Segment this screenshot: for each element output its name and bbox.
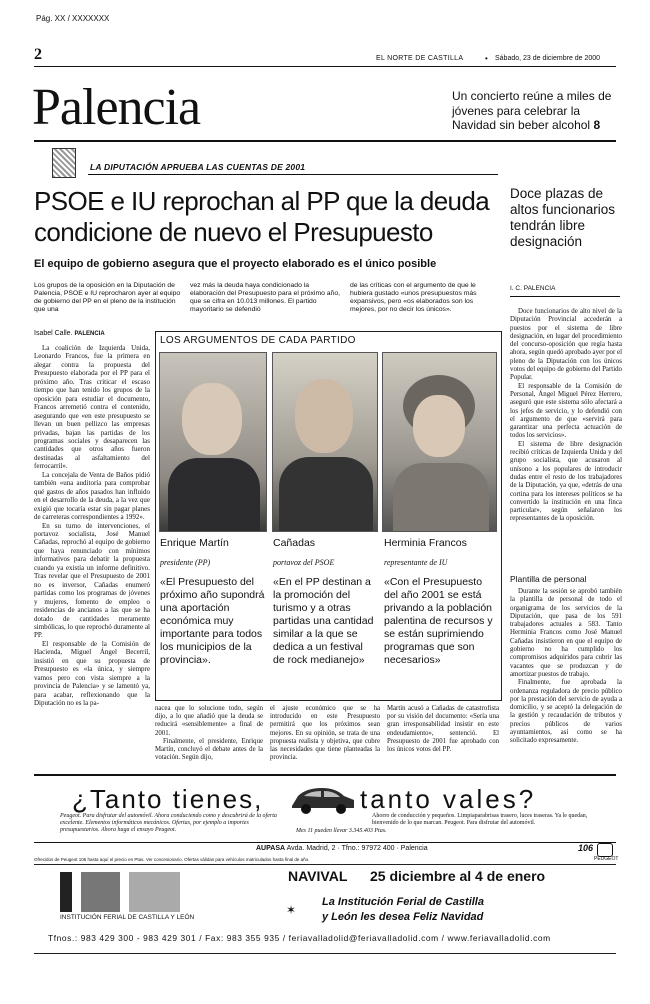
body-paragraph: Martín acusó a Cañadas de catastrofista por su visión del documento: «Sería una gran irresponsabilidad insistir en este endeudamiento», sentenció. El Presupuesto de 2001 fue aprobado con los únicos votos del PP.	[387, 705, 499, 754]
person-name-3: Herminia Francos	[384, 537, 467, 549]
person-role-1: presidente (PP)	[160, 558, 211, 567]
side-byline	[510, 285, 555, 292]
jacket-shape	[393, 463, 489, 532]
photo-enrique-martin	[159, 352, 267, 532]
side-paragraph: El sistema de libre designación recibió críticas de Izquierda Unida y del grupo socialista, que acusaron al unísono a los populares de introducir dudas entre el resto de los trabajadores de la Diputación, ya que, «detrás de una cortina para los intereses políticos se ha convertido la institución en una finca particular», según señalaron los representantes de la oposición.	[510, 440, 622, 523]
lead-col-3: de las críticas con el argumento de que le hubiera gustado «unos presupuestos más expansivos, pero «os elaborados son los mejores, por no decir los únicos».	[350, 282, 477, 313]
ad-slogan-left: ¿Tanto tienes,	[72, 784, 264, 814]
side-paragraph: Finalmente, fue aprobada la ordenanza reguladora de precio público por la prestación del servicio de ayuda a domicilio, y se aceptó la delegación de la gestión y recaudación de tributos y precios públicos de varios ayuntamientos, así como se ha solicitado expresamente.	[510, 679, 622, 745]
feria-message-1: La Institución Ferial de Castilla	[322, 896, 484, 908]
body-paragraph: La concejala de Venta de Baños pidió también «una auditoría para comprobar qué gastos de años pasados han influido en el desarrollo de la deuda, a la vez que exigió que tocaría estar sin pagar planes de carreteras correspondientes a 1992».	[34, 470, 150, 522]
body-paragraph: En su turno de intervenciones, el portavoz socialista, José Manuel Cañadas, reprochó al equipo de gobierno que haya renunciado con mínimos informativos para debatir la propuesta cuando ya existía un informe definitivo. Tras revelar que el Presupuesto de 2001 no es inversor, Cañadas enumeró partidas como los programas de jóvenes y mujeres, fomento de empleo o residencias de ancianos a las que se ha dotado de cantidades meramente simbólicas, lo que reprochó duramente al PP.	[34, 521, 150, 640]
photo-canadas	[272, 352, 378, 532]
body-paragraph: La coalición de Izquierda Unida, Leonardo Francos, fue la primera en alegar contra la propuesta del Presupuesto elaborada por el PP para el próximo año. Tras criticar el escaso tiempo que han tenido los grupos de la oposición para estudiar el documento, Francos arremetió contra el contenido, asegurando que «en este presupuesto se llevan un buen pellizco las empresas privadas, bajan las partidas de los programas sociales y desaparecen las cantidades que otros años fueron destinadas al asfaltamiento del ferrocarril».	[34, 344, 150, 471]
person-role-2: portavoz del PSOE	[273, 558, 335, 567]
lead-col-2: vez más la deuda haya condicionado la elaboración del Presupuesto para el próximo año, que se cifra en 10.013 millones. El partido mayoritario se defendió	[190, 282, 341, 313]
ad-slogan-right: tanto vales?	[360, 784, 537, 814]
face-shape	[182, 383, 242, 455]
main-subheadline: El equipo de gobierno asegura que el proyecto elaborado es el único posible	[34, 258, 437, 270]
side-rule	[510, 296, 620, 297]
folio-bullet: •	[485, 54, 488, 63]
feria-message-2: y León les desea Feliz Navidad	[322, 911, 484, 923]
byline-author: Isabel Calle.	[34, 330, 73, 337]
person-name-2: Cañadas	[273, 537, 316, 549]
ad-right-small: Ahorro de conducción y pequeños. Limpiaparabrisas trasero, luces traseras. Ya le quedan, bienvenido de lo que marcan. Peugeot. Para disfrutar del automóvil.	[372, 813, 588, 826]
side-body-2	[510, 588, 622, 760]
teaser-text: Un concierto reúne a miles de jóvenes para celebrar la Navidad sin beber alcohol	[452, 89, 612, 132]
body-bottom-col-3	[387, 705, 499, 761]
side-subhead: Plantilla de personal	[510, 574, 587, 584]
ad-fine-print: Ofrecidos de Peugeot 106 hasta aquí el precio en Ptas. Ver concesionario. Ofertas válidas para vehículos matriculados hasta final de año.	[34, 857, 310, 862]
lead-col-1: Los grupos de la oposición en la Diputación de Palencia, PSOE e IU reprocharon ayer al equipo de gobierno del PP en el pleno de la institución que una	[34, 282, 181, 313]
byline-place: PALENCIA	[74, 331, 105, 337]
person-quote-3: «Con el Presupuesto del año 2001 se está privando a la población palentina de recursos y se están suprimiendo programas que son necesarios»	[384, 576, 493, 666]
folio-rule	[34, 66, 616, 67]
ad-dealer-address: Avda. Madrid, 2 · Tfno.: 97972 400 · Palencia	[286, 845, 428, 852]
body-left-column	[34, 344, 150, 760]
folio-paper-name: EL NORTE DE CASTILLA	[376, 55, 464, 62]
body-bottom-col-2	[270, 705, 380, 761]
side-byline-author: I. C.	[510, 285, 522, 292]
feria-building-logo	[60, 872, 210, 912]
ad-brand: PEUGEOT	[594, 856, 619, 862]
body-bottom-col-1	[155, 705, 263, 761]
section-title: Palencia	[32, 79, 201, 136]
feria-contact: Tfnos.: 983 429 300 - 983 429 301 / Fax: 983 355 935 / feriavalladolid@feriavalladolid.com / www.feriavalladolid.com	[48, 933, 551, 943]
coat-of-arms-icon	[52, 148, 76, 178]
feria-org: NAVIVAL	[288, 868, 348, 884]
car-icon	[288, 782, 358, 816]
peugeot-lion-icon	[597, 843, 613, 857]
person-quote-1: «El Presupuesto del próximo año supondrá una aportación económica muy importante para todos los municipios de la provincia».	[160, 576, 265, 666]
kicker-rule	[88, 174, 498, 175]
ad-dealer-name: AUPASA	[256, 845, 286, 852]
side-headline: Doce plazas de altos funcionarios tendrán libre designación	[510, 186, 616, 249]
main-headline: PSOE e IU reprochan al PP que la deuda condicione de nuevo el Presupuesto	[34, 186, 490, 247]
side-body	[510, 308, 622, 568]
page-number: 2	[34, 46, 42, 63]
section-rule	[34, 140, 616, 142]
body-paragraph: El responsable de la Comisión de Hacienda, Miguel Ángel Becerril, insistió en que su propuesta de Presupuesto es «la única, y siempre vamos pero con vista siempre a la provincia de Palencia» y se lamentó ya, para acabar, reflexionando que la Diputación no es la pa-	[34, 639, 150, 708]
ad-model: 106	[578, 843, 594, 853]
photo-herminia-francos	[382, 352, 497, 532]
side-paragraph: Doce funcionarios de alto nivel de la Diputación Provincial accederán a puestos por el sistema de libre designación, en lugar del procedimiento del concurso-oposición que regía hasta ahora, según quedó aprobado ayer por el pleno de la Diputación con los únicos votos del equipo de gobierno del Partido Popular.	[510, 308, 622, 382]
kicker: LA DIPUTACIÓN APRUEBA LAS CUENTAS DE 2001	[90, 162, 306, 172]
face-shape	[295, 379, 353, 453]
body-paragraph: nacea que lo solucione todo, según dijo, a lo que añadió que la deuda se reducirá «sensiblemente» a final de 2001.	[155, 705, 263, 737]
side-paragraph: Durante la sesión se aprobó también la plantilla de personal de todo el organigrama de los servicios de la Diputación, que pasa de los 591 trabajadores actuales a 583. Tanto Herminia Francos como José Manuel Cañadas insistieron en que el equipo de gobierno no ha cumplido los compromisos adquiridos para cubrir las vacantes que se produzcan y de amortizar puestos de trabajo.	[510, 588, 622, 678]
person-quote-2: «En el PP destinan a la promoción del turismo y a otras partidas una cantidad similar a la que se dedica a un festival de rock medianejo»	[273, 576, 374, 666]
ad-dealer	[256, 845, 428, 852]
ad-dealer-rule	[34, 842, 616, 843]
box-title: LOS ARGUMENTOS DE CADA PARTIDO	[160, 335, 356, 346]
suit-shape	[279, 457, 373, 532]
feria-dates: 25 diciembre al 4 de enero	[370, 868, 546, 884]
page-label: Pág. XX / XXXXXXX	[36, 14, 110, 23]
folio-date: Sábado, 23 de diciembre de 2000	[495, 55, 601, 62]
face-shape	[413, 395, 465, 457]
ad-price-note: Mes 11 pueden llevar 3.345.403 Ptas.	[296, 828, 387, 834]
teaser[interactable]	[452, 89, 620, 133]
feria-logo-text: INSTITUCIÓN FERIAL DE CASTILLA Y LEÓN	[60, 914, 195, 921]
feria-star-icon: ✶	[286, 903, 297, 917]
body-paragraph: el ajuste económico que se ha introducido en este Presupuesto permitirá que los próximos sean mejores. En su opinión, se trata de una propuesta realista y objetiva, que cubre las necesidades que tiene planteadas la provincia.	[270, 705, 380, 761]
body-paragraph: Finalmente, el presidente, Enrique Martín, concluyó el debate antes de la votación. Según dijo,	[155, 737, 263, 761]
byline	[34, 330, 105, 337]
suit-shape	[168, 458, 260, 532]
person-name-1: Enrique Martín	[160, 537, 229, 549]
side-paragraph: El responsable de la Comisión de Personal, Ángel Miguel Pérez Herrero, aseguró que este sistema sólo afectará a los jefes de servicio, y lo defendió con el argumento de que «servirá para garantizar una perfecta actuación de todos los servicios».	[510, 382, 622, 440]
teaser-page-ref: 8	[593, 118, 601, 132]
side-byline-place: PALENCIA	[523, 285, 556, 292]
person-role-3: representante de IU	[384, 558, 448, 567]
ad-left-small: Peugeot. Para disfrutar del automóvil. Ahora conduciendo como y descubrirá de la oferta excelente. Elementos informáticos mecánicos. Ofertas, por ejemplo a importes presupuestarios. Ahora haga el ensayo Peugeot.	[60, 813, 277, 833]
